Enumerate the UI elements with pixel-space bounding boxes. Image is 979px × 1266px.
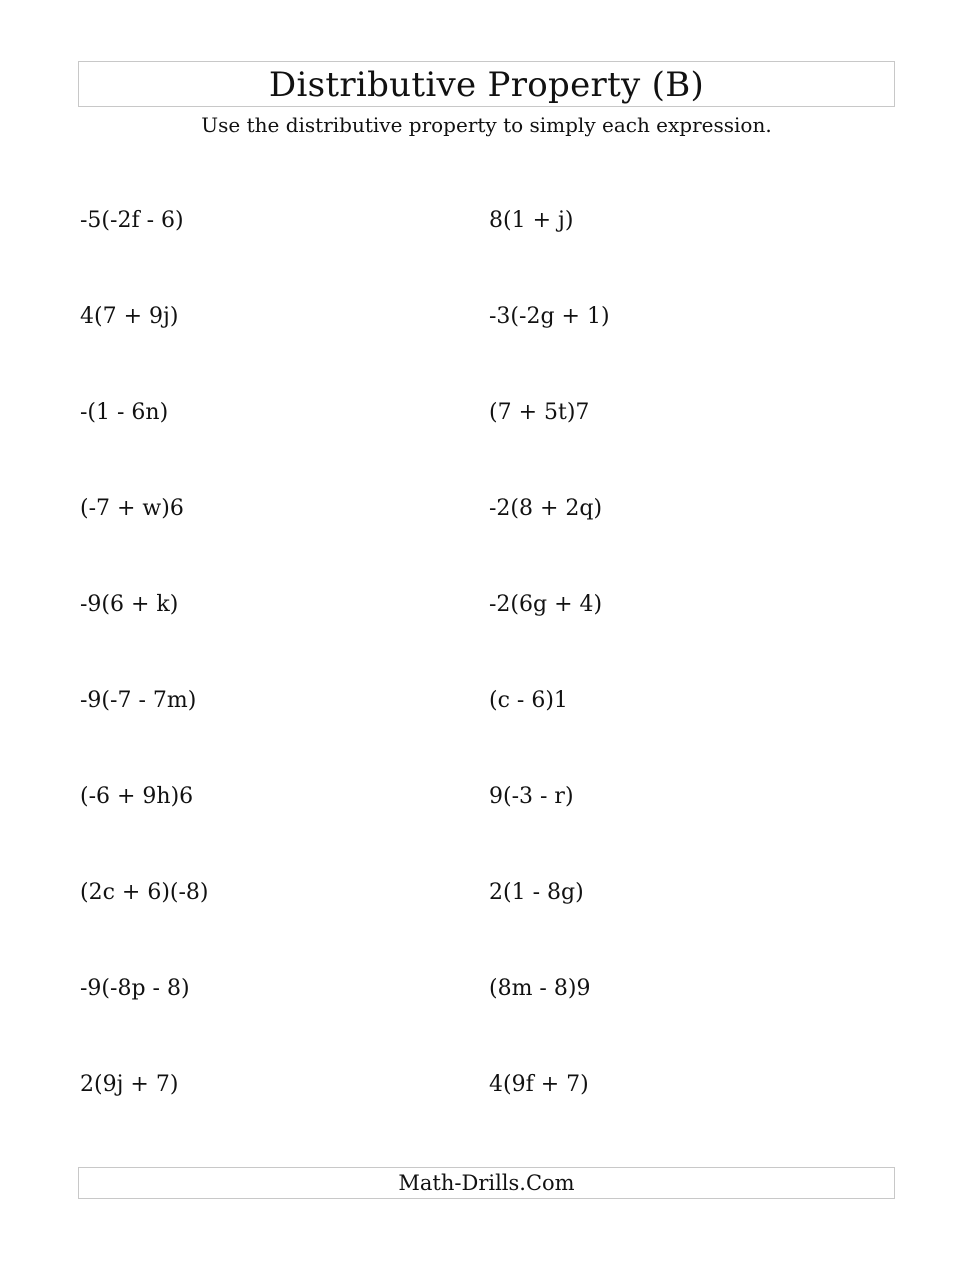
problem-expression: -9(6 + k) <box>80 592 179 617</box>
problem-expression: 4(9f + 7) <box>489 1072 589 1097</box>
problem-row <box>80 685 900 781</box>
title-box <box>78 61 895 107</box>
problem-expression: 8(1 + j) <box>489 208 574 233</box>
problem-expression: -9(-7 - 7m) <box>80 688 197 713</box>
instructions: Use the distributive property to simply each expression. <box>201 113 772 137</box>
problem-expression: -2(6g + 4) <box>489 592 603 617</box>
problem-row <box>80 397 900 493</box>
problem-expression: 2(9j + 7) <box>80 1072 179 1097</box>
problem-row <box>80 1069 900 1165</box>
footer-box <box>78 1167 895 1199</box>
problem-expression: (7 + 5t)7 <box>489 400 590 425</box>
problem-row <box>80 301 900 397</box>
problem-row <box>80 205 900 301</box>
problem-expression: -2(8 + 2q) <box>489 496 603 521</box>
problem-expression: 9(-3 - r) <box>489 784 574 809</box>
footer-text: Math-Drills.Com <box>398 1171 575 1195</box>
problem-expression: (-7 + w)6 <box>80 496 184 521</box>
problem-expression: (8m - 8)9 <box>489 976 591 1001</box>
problem-row <box>80 973 900 1069</box>
problem-row <box>80 589 900 685</box>
problem-expression: -9(-8p - 8) <box>80 976 190 1001</box>
problem-list <box>80 205 900 1165</box>
problem-row <box>80 493 900 589</box>
problem-expression: (2c + 6)(-8) <box>80 880 209 905</box>
problem-expression: -(1 - 6n) <box>80 400 169 425</box>
problem-expression: (c - 6)1 <box>489 688 568 713</box>
page-title: Distributive Property (B) <box>268 65 705 105</box>
problem-expression: (-6 + 9h)6 <box>80 784 194 809</box>
problem-expression: -5(-2f - 6) <box>80 208 184 233</box>
problem-expression: 4(7 + 9j) <box>80 304 179 329</box>
problem-row <box>80 781 900 877</box>
problem-expression: -3(-2g + 1) <box>489 304 610 329</box>
problem-row <box>80 877 900 973</box>
problem-expression: 2(1 - 8g) <box>489 880 584 905</box>
